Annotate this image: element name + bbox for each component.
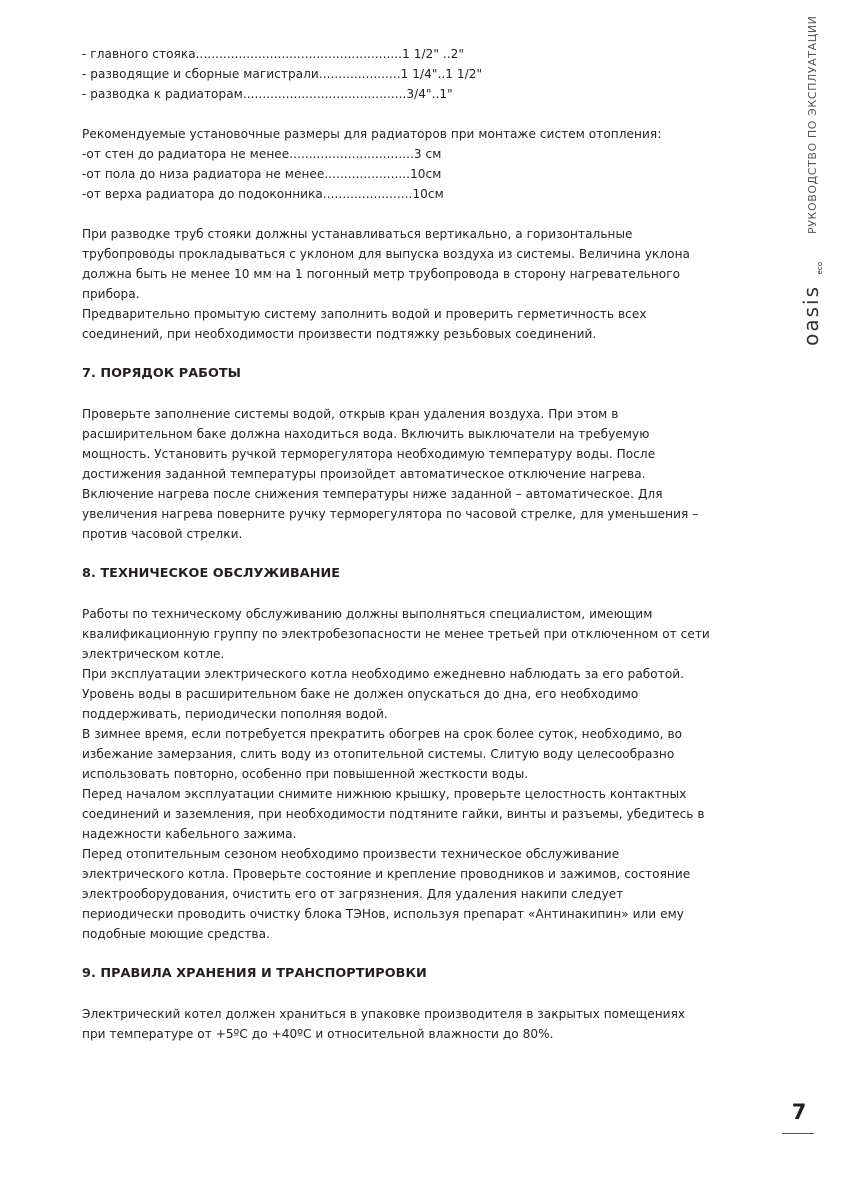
section-8-heading: 8. ТЕХНИЧЕСКОЕ ОБСЛУЖИВАНИЕ <box>82 566 341 581</box>
section-9-heading: 9. ПРАВИЛА ХРАНЕНИЯ И ТРАНСПОРТИРОВКИ <box>82 966 427 981</box>
pipe-size-item: - разводка к радиаторам..........................................3/4"..1" <box>82 87 453 101</box>
text-line: увеличения нагрева поверните ручку терморегулятора по часовой стрелке, для уменьшения – <box>82 507 699 521</box>
text-line: Предварительно промытую систему заполнить водой и проверить герметичность всех <box>82 307 647 321</box>
radiator-size-item: -от пола до низа радиатора не менее......................10см <box>82 167 442 181</box>
running-title: РУКОВОДСТВО ПО ЭКСПЛУАТАЦИИ <box>806 15 819 234</box>
text-line: достижения заданной температуры произойдет автоматическое отключение нагрева. <box>82 467 646 481</box>
text-line: При эксплуатации электрического котла необходимо ежедневно наблюдать за его работой. <box>82 667 685 681</box>
text-line: подобные моющие средства. <box>82 927 270 941</box>
radiator-size-item: -от стен до радиатора не менее................................3 см <box>82 147 442 161</box>
text-line: Перед началом эксплуатации снимите нижнюю крышку, проверьте целостность контактных <box>82 787 687 801</box>
text-line: Проверьте заполнение системы водой, открыв кран удаления воздуха. При этом в <box>82 407 619 421</box>
text-line: трубопроводы прокладываться с уклоном для выпуска воздуха из системы. Величина уклона <box>82 247 691 261</box>
text-line: надежности кабельного зажима. <box>82 827 297 841</box>
text-line: соединений, при необходимости произвести подтяжку резьбовых соединений. <box>82 327 597 341</box>
section-9-body <box>82 1004 762 1044</box>
pipe-size-item: - разводящие и сборные магистрали.....................1 1/4"..1 1/2" <box>82 67 483 81</box>
text-line: при температуре от +5ºС до +40ºС и относительной влажности до 80%. <box>82 1027 554 1041</box>
installation-paragraph <box>82 224 762 344</box>
text-line: Электрический котел должен храниться в упаковке производителя в закрытых помещениях <box>82 1007 686 1021</box>
logo-superscript: eco <box>816 262 824 275</box>
text-line: против часовой стрелки. <box>82 527 243 541</box>
section-7-body <box>82 404 762 544</box>
text-line: использовать повторно, особенно при повышенной жесткости воды. <box>82 767 529 781</box>
pipe-sizes-list <box>82 44 762 104</box>
text-line: соединений и заземления, при необходимости подтяните гайки, винты и разъемы, убедитесь в <box>82 807 705 821</box>
section-7-heading: 7. ПОРЯДОК РАБОТЫ <box>82 366 241 381</box>
text-line: Работы по техническому обслуживанию должны выполняться специалистом, имеющим <box>82 607 653 621</box>
logo-wordmark: oasis <box>799 285 823 346</box>
text-line: должна быть не менее 10 мм на 1 погонный метр трубопровода в сторону нагревательного <box>82 267 681 281</box>
text-line: квалификационную группу по электробезопасности не менее третьей при отключенном от сети <box>82 627 710 641</box>
text-line: электрооборудования, очистить его от загрязнения. Для удаления накипи следует <box>82 887 624 901</box>
text-line: расширительном баке должна находиться вода. Включить выключатели на требуемую <box>82 427 650 441</box>
section-8-body <box>82 604 762 944</box>
page-number-rule <box>782 1133 814 1134</box>
text-line: электрическом котле. <box>82 647 225 661</box>
page-content <box>82 44 762 1044</box>
text-line: периодически проводить очистку блока ТЭНов, используя препарат «Антинакипин» или ему <box>82 907 684 921</box>
text-line: Уровень воды в расширительном баке не должен опускаться до дна, его необходимо <box>82 687 639 701</box>
text-line: При разводке труб стояки должны устанавливаться вертикально, а горизонтальные <box>82 227 633 241</box>
text-line: поддерживать, периодически пополняя водой. <box>82 707 388 721</box>
text-line: прибора. <box>82 287 140 301</box>
text-line: Включение нагрева после снижения температуры ниже заданной – автоматическое. Для <box>82 487 663 501</box>
pipe-size-item: - главного стояка.....................................................1 1/2" ..2" <box>82 47 464 61</box>
text-line: мощность. Установить ручкой терморегулятора необходимую температуру воды. После <box>82 447 656 461</box>
text-line: Перед отопительным сезоном необходимо произвести техническое обслуживание <box>82 847 620 861</box>
text-line: электрического котла. Проверьте состояние и крепление проводников и зажимов, состояние <box>82 867 691 881</box>
radiator-sizes <box>82 124 762 204</box>
text-line: избежание замерзания, слить воду из отопительной системы. Слитую воду целесообразно <box>82 747 675 761</box>
text-line: В зимнее время, если потребуется прекратить обогрев на срок более суток, необходимо, во <box>82 727 683 741</box>
radiator-size-item: -от верха радиатора до подоконника.......................10см <box>82 187 444 201</box>
page-number: 7 <box>791 1100 807 1124</box>
radiator-sizes-intro: Рекомендуемые установочные размеры для радиаторов при монтаже систем отопления: <box>82 127 662 141</box>
brand-logo <box>799 262 827 346</box>
